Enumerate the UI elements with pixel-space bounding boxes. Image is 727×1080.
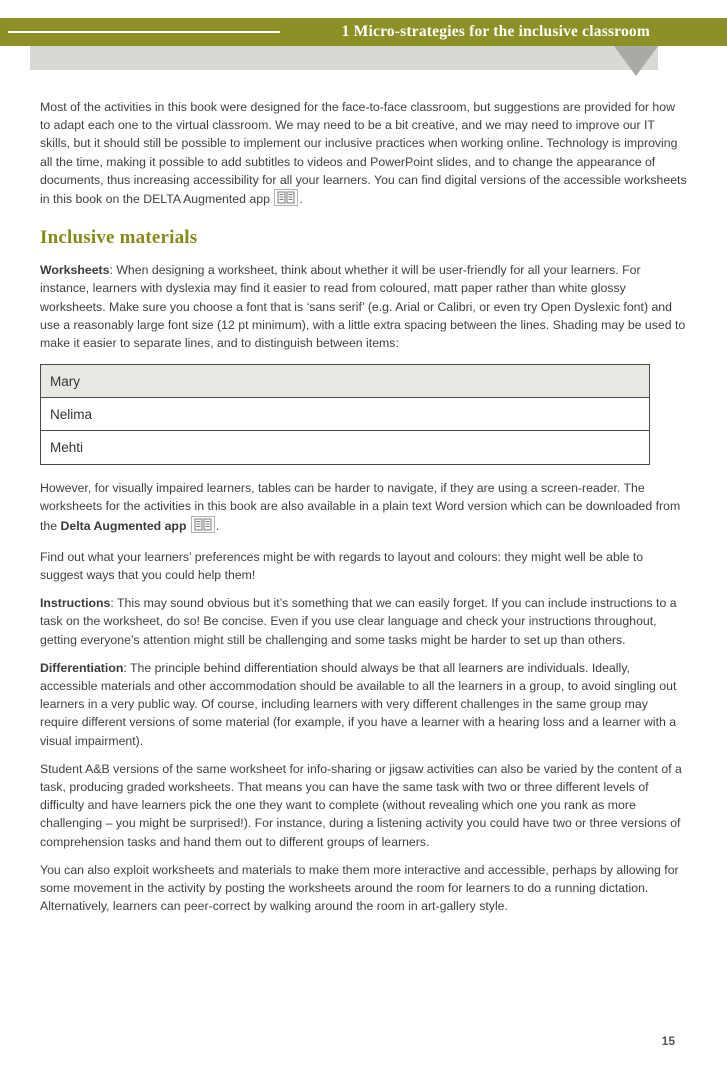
delta-augmented-app-icon xyxy=(191,516,215,538)
screenreader-text: However, for visually impaired learners, tables can be harder to navigate, if they are using a screen-reader. The worksheets for the activities in this book are also available in a plain text Word version which can be downloaded from the xyxy=(40,481,681,533)
shading-example-table xyxy=(40,364,650,465)
delta-augmented-app-icon xyxy=(274,189,298,211)
section-heading: Inclusive materials xyxy=(40,227,198,249)
interactive-paragraph: You can also exploit worksheets and materials to make them more interactive and accessible, perhaps by allowing for some movement in the activity by posting the worksheets around the room for learners to do a running dictation. Alternatively, learners can peer-correct by walking around the room in art-gallery style. xyxy=(40,862,679,914)
table-cell: Nelima xyxy=(50,406,93,422)
intro-period: . xyxy=(299,192,303,207)
preferences-paragraph: Find out what your learners’ preferences might be with regards to layout and colours: they might well be able to suggest ways that you could help them! xyxy=(40,549,644,583)
instructions-text: : This may sound obvious but it’s something that we can easily forget. If you can include instructions to a task on the worksheet, do so! Be concise. Even if you use clear language and check your instructions throughout, getting everyone’s attention might still be challenging and some tasks might be harder to set up than others. xyxy=(40,596,677,647)
page-content xyxy=(40,98,688,926)
worksheets-text: : When designing a worksheet, think about whether it will be user-friendly for all your learners. For instance, learners with dyslexia may find it easier to read from coloured, matt paper rather than white glossy worksheets. Make sure you choose a font that is ‘sans serif’ (e.g. Arial or Calibri, or even try Open Dyslexic font) and use a reasonably large font size (12 pt minimum), with a little extra spacing between the lines. Shading may be used to make it easier to separate lines, and to distinguish between items: xyxy=(40,263,686,351)
table-cell: Mehti xyxy=(50,440,84,456)
worksheets-lead: Worksheets xyxy=(40,263,110,278)
graded-worksheets-paragraph: Student A&B versions of the same worksheet for info-sharing or jigsaw activities can also be varied by the content of a task, producing graded worksheets. That means you can have the same task with two or three different levels of difficulty and have learners pick the one they want to complete (without revealing which one you rank as more challenging – you might be surprised!). For instance, during a listening activity you could have two or three versions of comprehension tasks and hand them out to different groups of learners. xyxy=(40,761,682,849)
intro-text: Most of the activities in this book were designed for the face-to-face classroom, but suggestions are provided for how to adapt each one to the virtual classroom. We may need to be a bit creative, and we may need to improve our IT skills, but it should still be possible to implement our inclusive practices when working online. Technology is improving all the time, making it possible to add subtitles to videos and PowerPoint slides, and to change the appearance of documents, thus increasing accessibility for all your learners. You can find digital versions of the accessible worksheets in this book on the DELTA Augmented app xyxy=(40,100,687,207)
chapter-banner xyxy=(0,18,727,46)
intro-paragraph xyxy=(40,98,688,211)
chapter-title: 1 Micro-strategies for the inclusive classroom xyxy=(341,23,650,40)
differentiation-paragraph xyxy=(40,659,688,750)
differentiation-lead: Differentiation xyxy=(40,660,124,675)
instructions-paragraph xyxy=(40,594,688,649)
table-row xyxy=(41,365,649,398)
banner-fold-triangle xyxy=(614,46,658,76)
table-row xyxy=(41,431,649,464)
table-cell: Mary xyxy=(50,373,80,389)
instructions-lead: Instructions xyxy=(40,596,111,611)
banner-rule xyxy=(8,31,280,33)
page-number: 15 xyxy=(661,1034,675,1048)
worksheets-paragraph xyxy=(40,261,688,352)
table-row xyxy=(41,398,649,431)
delta-augmented-label: Delta Augmented app xyxy=(60,518,187,533)
screenreader-period: . xyxy=(215,518,220,533)
differentiation-text: : The principle behind differentiation should always be that all learners are individuals. Ideally, accessible materials and other accommodation should be available to all the learners in a group, to avoid singling out learners in a very public way. Of course, including learners with very different challenges in the same group may require different versions of some material (for example, if you have a learner with a hearing loss and a learner with a visual impairment). xyxy=(40,660,677,748)
screenreader-paragraph xyxy=(40,479,688,538)
banner-shadow-band xyxy=(30,46,658,70)
